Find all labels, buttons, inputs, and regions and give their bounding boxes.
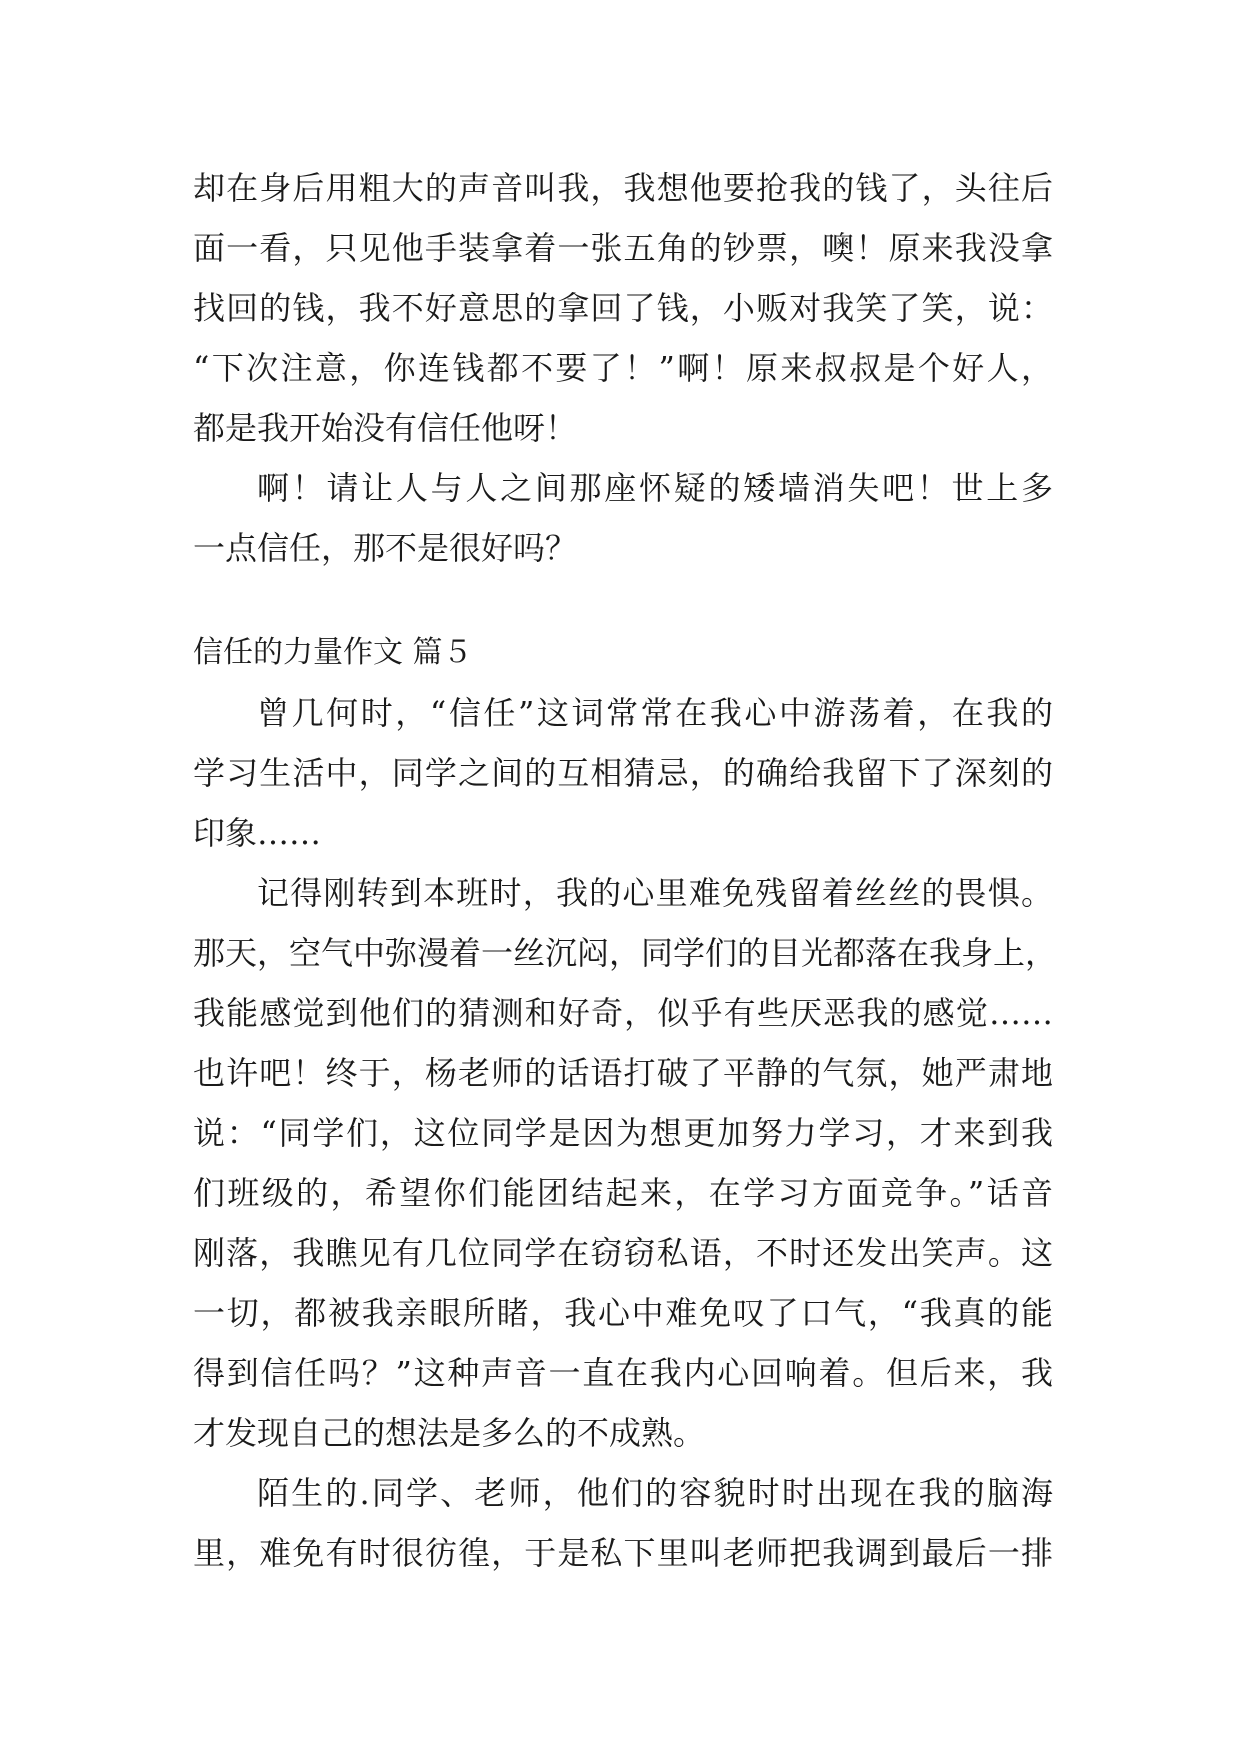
- text-line: 面一看，只见他手装拿着一张五角的钞票，噢！原来我没拿: [193, 229, 1053, 267]
- text-line: 啊！请让人与人之间那座怀疑的矮墙消失吧！世上多: [257, 469, 1053, 507]
- text-line: 学习生活中，同学之间的互相猜忌，的确给我留下了深刻的: [193, 754, 1053, 792]
- text-line: 都是我开始没有信任他呀！: [193, 409, 578, 447]
- text-line: 一点信任，那不是很好吗？: [193, 529, 578, 567]
- text-line: 才发现自己的想法是多么的不成熟。: [193, 1414, 706, 1452]
- text-line: 也许吧！终于，杨老师的话语打破了平静的气氛，她严肃地: [193, 1054, 1053, 1092]
- text-line: 陌生的.同学、老师，他们的容貌时时出现在我的脑海: [257, 1474, 1053, 1512]
- text-line: 却在身后用粗大的声音叫我，我想他要抢我的钱了，头往后: [193, 169, 1053, 207]
- text-line: 那天，空气中弥漫着一丝沉闷，同学们的目光都落在我身上，: [193, 934, 1058, 972]
- text-line: “下次注意，你连钱都不要了！”啊！原来叔叔是个好人，: [193, 349, 1053, 387]
- text-line: 们班级的，希望你们能团结起来，在学习方面竞争。”话音: [193, 1174, 1053, 1212]
- text-line: 印象……: [193, 814, 322, 852]
- text-line: 说：“同学们，这位同学是因为想更加努力学习，才来到我: [193, 1114, 1053, 1152]
- text-line: 一切，都被我亲眼所睹，我心中难免叹了口气，“我真的能: [193, 1294, 1053, 1332]
- text-line: 曾几何时，“信任”这词常常在我心中游荡着，在我的: [257, 694, 1053, 732]
- text-line: 得到信任吗？”这种声音一直在我内心回响着。但后来，我: [193, 1354, 1053, 1392]
- text-line: 我能感觉到他们的猜测和好奇，似乎有些厌恶我的感觉……: [193, 994, 1053, 1032]
- text-line: 里，难免有时很彷徨，于是私下里叫老师把我调到最后一排: [193, 1534, 1053, 1572]
- section-heading: 信任的力量作文 篇５: [193, 635, 473, 670]
- text-line: 刚落，我瞧见有几位同学在窃窃私语，不时还发出笑声。这: [193, 1234, 1053, 1272]
- text-line: 记得刚转到本班时，我的心里难免残留着丝丝的畏惧。: [257, 874, 1053, 912]
- text-line: 找回的钱，我不好意思的拿回了钱，小贩对我笑了笑，说：: [193, 289, 1053, 327]
